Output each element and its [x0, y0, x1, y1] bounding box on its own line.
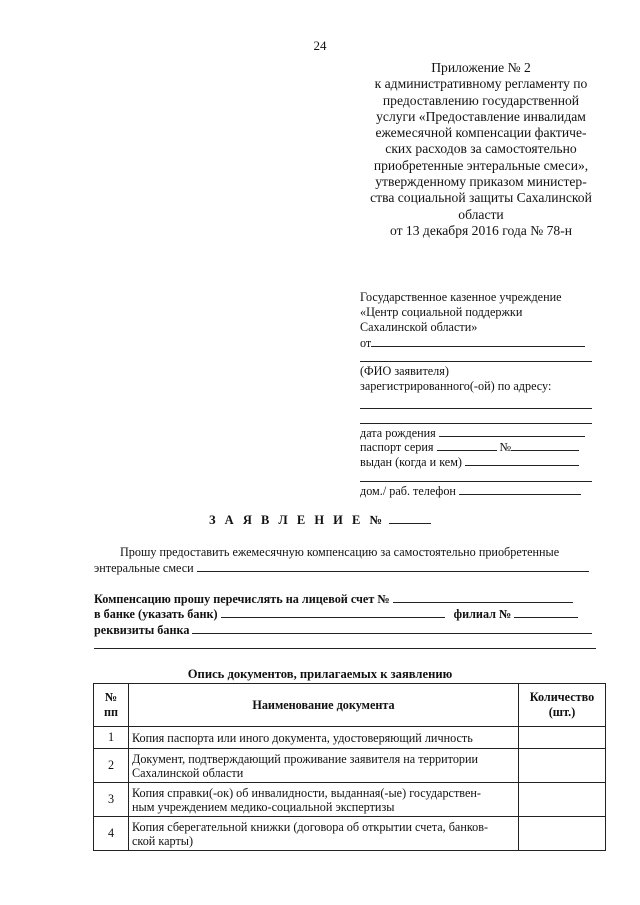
- row-name: [129, 783, 519, 817]
- row-qty-cell[interactable]: [519, 749, 606, 783]
- table-row: [94, 749, 606, 783]
- header-qty: [519, 684, 606, 727]
- from-row: [360, 334, 592, 351]
- passport-number-field[interactable]: [511, 439, 579, 451]
- passport-number-sign: №: [499, 440, 512, 454]
- from-label: от: [360, 336, 372, 350]
- issued-row: [360, 454, 592, 470]
- address-field-line2[interactable]: [360, 423, 592, 424]
- registered-label: зарегистрированного(-ой) по адресу:: [360, 379, 552, 393]
- address-field-line1[interactable]: [360, 408, 592, 409]
- bank-field[interactable]: [221, 606, 445, 618]
- header-name: Наименование документа: [129, 684, 519, 727]
- row-qty-cell[interactable]: [519, 817, 606, 851]
- passport-row: [360, 439, 592, 455]
- row-name-line2: ской карты): [132, 833, 194, 848]
- request-line1: Прошу предоставить ежемесячную компенсацию за самостоятельно приобретенные: [120, 545, 560, 559]
- request-field[interactable]: [197, 560, 589, 572]
- appendix-line: предоставлению государственной: [382, 92, 580, 108]
- birth-field[interactable]: [439, 425, 585, 437]
- row-name-line2: Сахалинской области: [132, 765, 244, 780]
- statement-number-field[interactable]: [389, 512, 431, 524]
- row-name-line1: Копия справки(-ок) об инвалидности, выданная(-ые) государствен-: [132, 785, 481, 800]
- branch-field[interactable]: [514, 606, 578, 618]
- requisites-field[interactable]: [192, 622, 592, 634]
- passport-label: паспорт серия: [360, 440, 434, 454]
- branch-label: филиал №: [453, 607, 512, 621]
- row-name-line1: Документ, подтверждающий проживание заявителя на территории: [132, 751, 479, 766]
- row-name: [129, 749, 519, 783]
- addressee-line: Сахалинской области»: [360, 320, 478, 334]
- bank-row: [94, 606, 610, 623]
- bank-label: в банке (указать банк): [94, 607, 218, 621]
- table-row: [94, 727, 606, 749]
- row-num: 4: [94, 817, 129, 851]
- account-label: Компенсацию прошу перечислять на лицевой счет №: [94, 592, 390, 606]
- statement-title: З А Я В Л Е Н И Е №: [208, 513, 386, 527]
- row-qty-cell[interactable]: [519, 783, 606, 817]
- appendix-line: к административному регламенту по: [374, 76, 588, 92]
- addressee-line: Государственное казенное учреждение: [360, 290, 562, 304]
- passport-series-field[interactable]: [437, 439, 497, 451]
- table-row: [94, 783, 606, 817]
- header-qty-line2: (шт.): [548, 705, 576, 719]
- appendix-line: ства социальной защиты Сахалинской: [370, 190, 592, 206]
- appendix-block: [350, 60, 612, 239]
- table-header-row: [94, 684, 606, 727]
- appendix-line: области: [458, 206, 504, 222]
- appendix-line: Приложение № 2: [431, 60, 531, 75]
- from-field-line2[interactable]: [360, 361, 592, 362]
- account-field[interactable]: [393, 591, 573, 603]
- row-name: [129, 727, 519, 749]
- page-number: 24: [313, 38, 327, 53]
- row-num: 3: [94, 783, 129, 817]
- appendix-line: приобретенные энтеральные смеси»,: [373, 157, 589, 173]
- row-name-line1: Копия сберегательной книжки (договора об открытии счета, банков-: [132, 819, 489, 834]
- statement-title-row: [0, 512, 640, 528]
- requisites-label: реквизиты банка: [94, 623, 190, 637]
- fio-label: (ФИО заявителя): [360, 364, 449, 378]
- appendix-line: ских расходов за самостоятельно: [385, 141, 577, 157]
- appendix-line: утвержденному приказом министер-: [375, 174, 587, 190]
- row-name-line1: Копия паспорта или иного документа, удостоверяющий личность: [132, 730, 473, 745]
- issued-label: выдан (когда и кем): [360, 455, 462, 469]
- phone-field[interactable]: [459, 483, 581, 495]
- table-row: [94, 817, 606, 851]
- row-name-line2: ным учреждением медико-социальной экспертизы: [132, 799, 395, 814]
- addressee-line: «Центр социальной поддержки: [360, 305, 523, 319]
- birth-label: дата рождения: [360, 426, 436, 440]
- header-num: № пп: [94, 684, 129, 727]
- row-name: [129, 817, 519, 851]
- row-num: 1: [94, 727, 129, 749]
- row-qty-cell[interactable]: [519, 727, 606, 749]
- appendix-line: от 13 декабря 2016 года № 78-н: [389, 222, 573, 238]
- appendix-line: услуги «Предоставление инвалидам: [376, 108, 586, 124]
- header-qty-line1: Количество: [529, 690, 595, 704]
- requisites-field-line2[interactable]: [94, 648, 596, 649]
- requisites-row: [94, 622, 610, 639]
- request-line2: энтеральные смеси: [94, 561, 194, 575]
- issued-field[interactable]: [465, 454, 579, 466]
- inventory-title: Опись документов, прилагаемых к заявлению: [187, 667, 453, 681]
- appendix-line: ежемесячной компенсации фактиче-: [375, 125, 587, 141]
- issued-field-line2[interactable]: [360, 481, 592, 482]
- inventory-table: [93, 683, 606, 851]
- request-line2-row: [94, 560, 610, 577]
- from-field[interactable]: [371, 334, 585, 347]
- row-num: 2: [94, 749, 129, 783]
- phone-label: дом./ раб. телефон: [360, 484, 456, 498]
- phone-row: [360, 483, 592, 499]
